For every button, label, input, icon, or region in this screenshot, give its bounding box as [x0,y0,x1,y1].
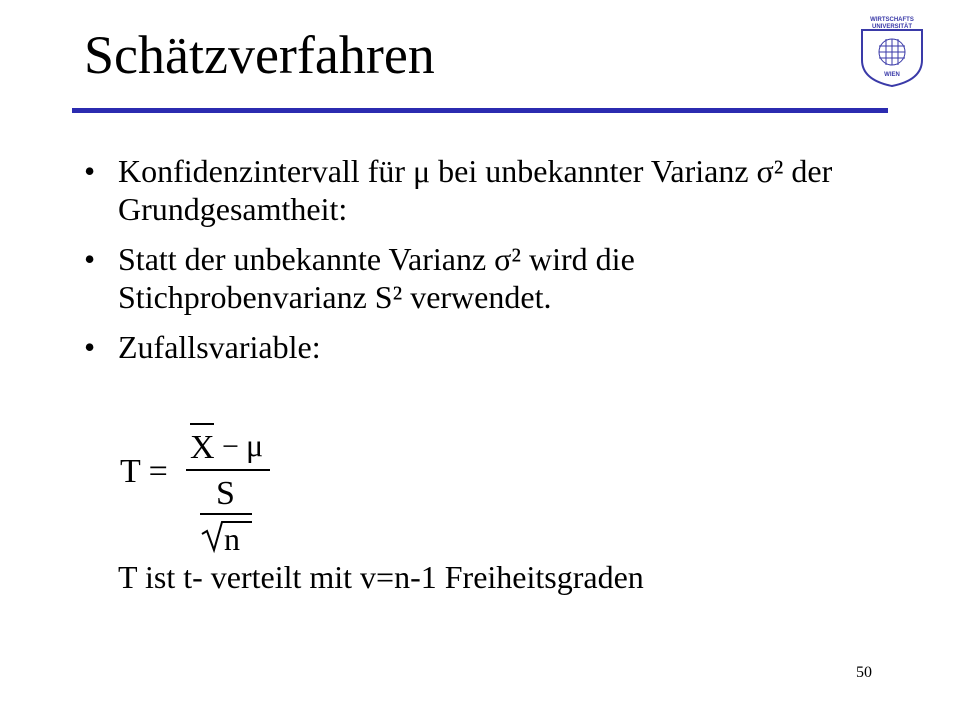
t-statistic-formula [112,416,312,556]
distribution-note: T ist t- verteilt mit v=n-1 Freiheitsgraden [118,559,644,595]
bullet-marker: • [84,241,96,277]
bullet-text: Zufallsvariable: [118,329,321,365]
bullet-item [84,328,874,366]
formula-denominator-top: S [216,475,235,512]
bullet-list [84,152,874,378]
logo-text-line3: WIEN [884,72,900,78]
formula-numerator-op: − [222,430,239,463]
bullet-text: Konfidenzintervall für μ bei unbekannter Varianz σ² der Grundgesamtheit: [118,153,833,227]
formula-lhs: T = [120,453,168,490]
logo-grid [879,39,905,65]
bullet-marker: • [84,153,96,189]
bullet-item [84,240,874,316]
bullet-item [84,152,874,228]
slide-number: 50 [856,664,872,681]
university-logo [858,14,926,88]
title-underline [72,108,888,113]
formula-numerator-var: X [190,429,215,466]
bullet-marker: • [84,329,96,365]
bullet-text: Statt der unbekannte Varianz σ² wird die Stichprobenvarianz S² verwendet. [118,241,635,315]
formula-numerator-mu: μ [246,427,264,463]
logo-text-line2: UNIVERSITÄT [871,24,913,30]
formula-denominator-bottom: n [224,521,240,556]
slide-title: Schätzverfahren [84,25,435,85]
logo-text-line1: WIRTSCHAFTS [870,17,914,23]
